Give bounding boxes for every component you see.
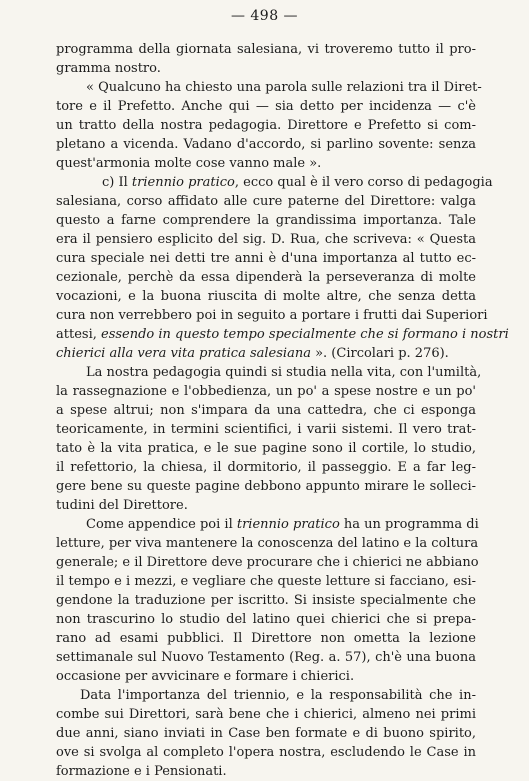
text-line: rano ad esami pubblici. Il Direttore non ometta la lezione: [56, 631, 476, 646]
paragraph: [56, 686, 476, 781]
text-line: pletano a vicenda. Vadano d'accordo, si parlino sovente: senza: [56, 137, 476, 152]
text-line: quest'armonia molte cose vanno male ».: [56, 156, 322, 171]
text-line: vocazioni, e la buona riuscita di molte altre, che senza detta: [56, 289, 476, 304]
text-line: era il pensiero esplicito del sig. D. Rua, che scriveva: « Questa: [56, 232, 476, 247]
text-line: programma della giornata salesiana, vi troveremo tutto il pro-: [56, 42, 476, 57]
text-line: chierici alla vera vita pratica salesiana ». (Circolari p. 276).: [56, 346, 449, 361]
text-line: gramma nostro.: [56, 61, 161, 76]
text-line: attesi, essendo in questo tempo specialmente che si formano i nostri: [56, 327, 509, 342]
text-line: salesiana, corso affidato alle cure paterne del Direttore: valga: [56, 194, 476, 209]
text-line: Come appendice poi il triennio pratico ha un programma di: [86, 517, 479, 532]
paragraph: [56, 173, 509, 363]
emphasis: triennio pratico: [131, 175, 235, 190]
text-line: cura speciale nei detti tre anni è d'una importanza al tutto ec-: [56, 251, 476, 266]
text-line: non trascurino lo studio del latino quei chierici che si prepa-: [56, 612, 476, 627]
text-line: cezionale, perchè da essa dipenderà la perseveranza di molte: [56, 270, 476, 285]
text-line: gere bene su queste pagine debbono appunto mirare le solleci-: [56, 479, 476, 494]
text-line: questo a farne comprendere la grandissima importanza. Tale: [56, 213, 476, 228]
text-line: ove si svolga al completo l'opera nostra, escludendo le Case in: [56, 745, 476, 760]
text-line: generale; e il Direttore deve procurare che i chierici ne abbiano: [56, 555, 479, 570]
text-line: tato è la vita pratica, e le sue pagine sono il cortile, lo studio,: [56, 441, 476, 456]
paragraph: [56, 78, 482, 173]
text-line: letture, per viva mantenere la conoscenza del latino e la coltura: [56, 536, 479, 551]
text-line: la rassegnazione e l'obbedienza, un po' a spese nostre e un po': [56, 384, 476, 399]
text-line: cura non verrebbero poi in seguito a portare i frutti dai Superiori: [56, 308, 488, 323]
text-line: il refettorio, la chiesa, il dormitorio, il passeggio. E a far leg-: [56, 460, 476, 475]
text-line: un tratto della nostra pedagogia. Direttore e Prefetto si com-: [56, 118, 476, 133]
paragraph: [56, 363, 482, 515]
page-body: [56, 40, 509, 781]
text-line: Data l'importanza del triennio, e la responsabilità che in-: [80, 688, 476, 703]
text-line: c) Il triennio pratico, ecco qual è il vero corso di pedagogia: [102, 175, 493, 190]
text-line: « Qualcuno ha chiesto una parola sulle relazioni tra il Diret-: [86, 80, 482, 95]
emphasis: chierici alla vera vita pratica salesiana: [56, 346, 311, 361]
paragraph: [56, 515, 479, 686]
text-line: due anni, siano inviati in Case ben formate e di buono spirito,: [56, 726, 476, 741]
text-line: il tempo e i mezzi, e vegliare che queste letture si facciano, esi-: [56, 574, 476, 589]
text-line: tore e il Prefetto. Anche qui — sia detto per incidenza — c'è: [56, 99, 476, 114]
paragraph: [56, 40, 476, 78]
text-line: gendone la traduzione per iscritto. Si insiste specialmente che: [56, 593, 476, 608]
text-line: La nostra pedagogia quindi si studia nella vita, con l'umiltà,: [86, 365, 482, 380]
text-line: combe sui Direttori, sarà bene che i chierici, almeno nei primi: [56, 707, 476, 722]
emphasis: essendo in questo tempo specialmente che si formano i nostri: [101, 327, 509, 342]
emphasis: triennio pratico: [236, 517, 340, 532]
text-line: settimanale sul Nuovo Testamento (Reg. a. 57), ch'è una buona: [56, 650, 476, 665]
text-line: formazione e i Pensionati.: [56, 764, 227, 779]
text-line: teoricamente, in termini scientifici, i varii sistemi. Il vero trat-: [56, 422, 476, 437]
text-line: tudini del Direttore.: [56, 498, 188, 513]
page-number: — 498 —: [230, 8, 299, 24]
text-line: a spese altrui; non s'impara da una cattedra, che ci esponga: [56, 403, 476, 418]
text-line: occasione per avvicinare e formare i chierici.: [56, 669, 355, 684]
